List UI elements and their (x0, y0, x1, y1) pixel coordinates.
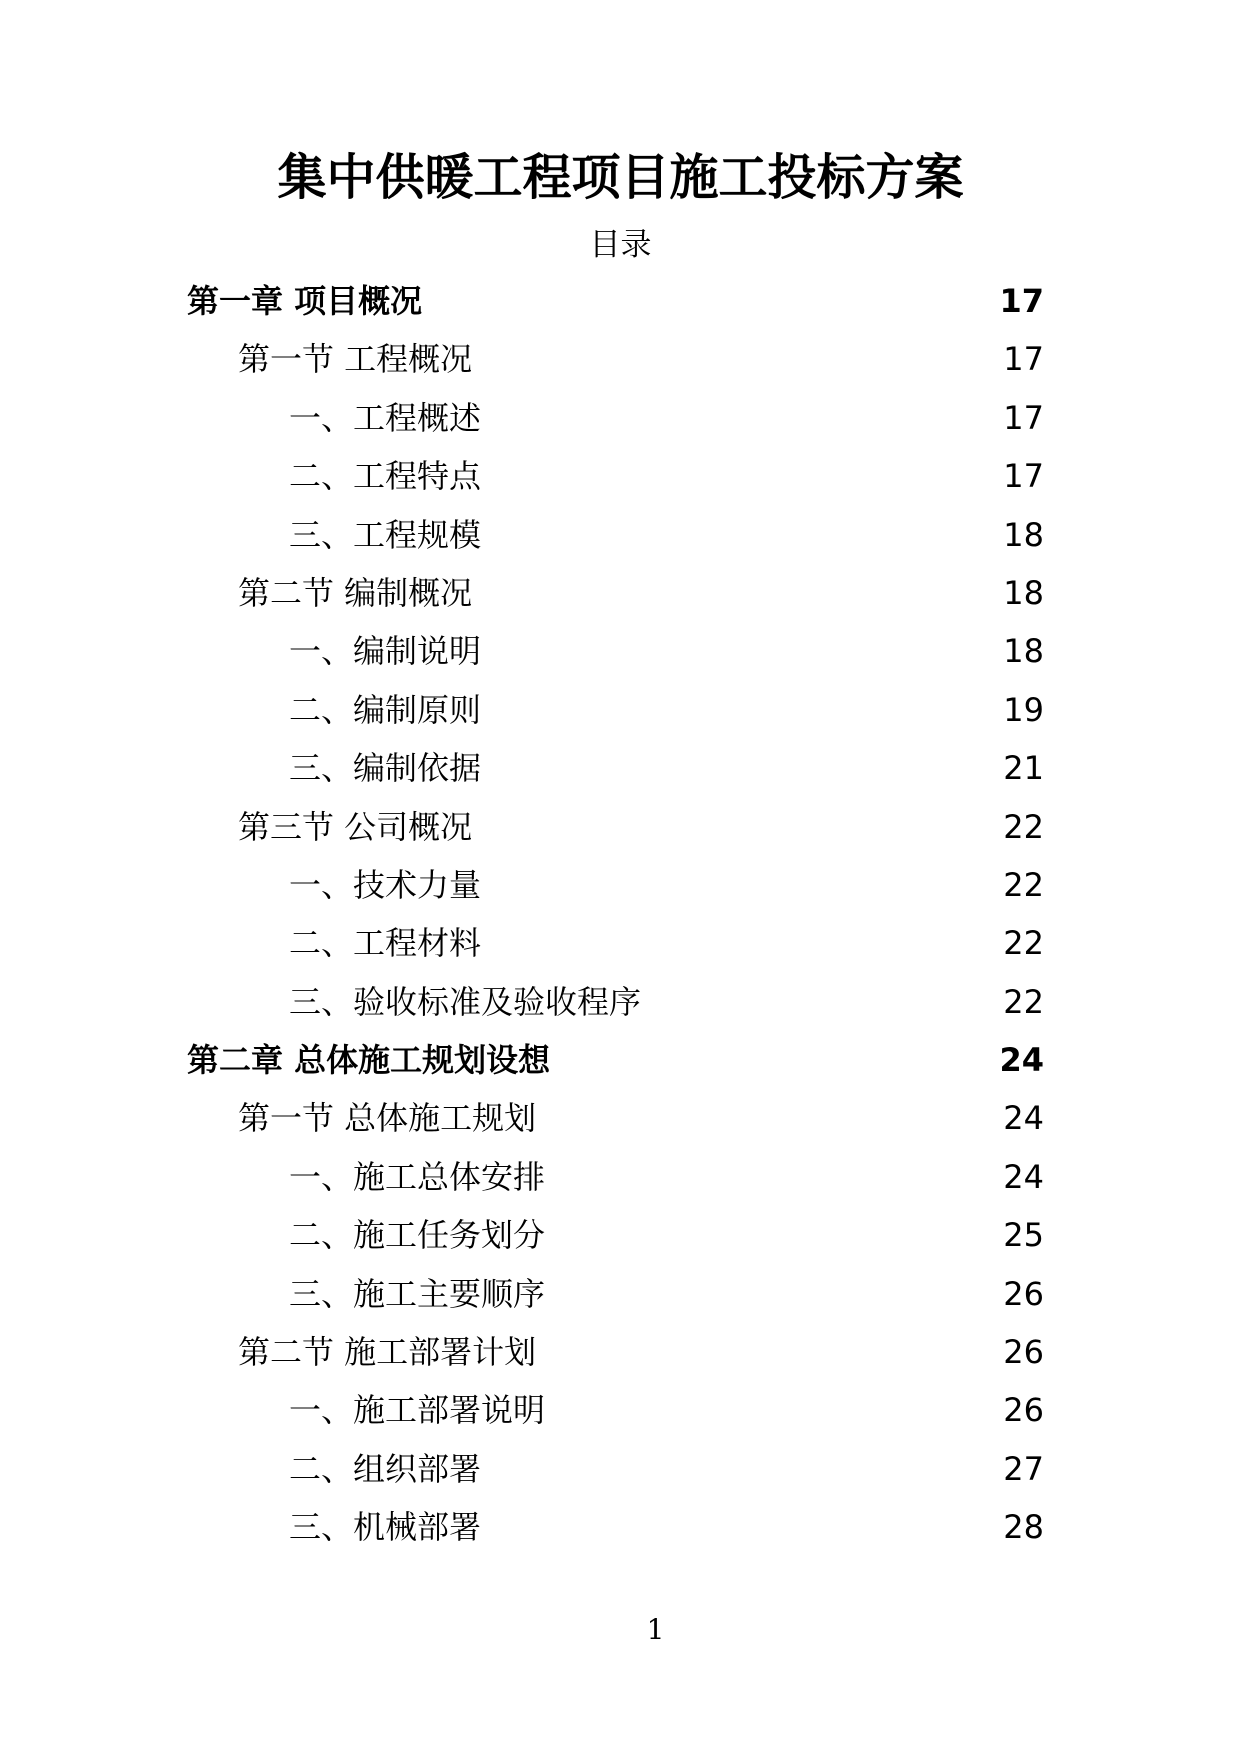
page-number: 1 (646, 1613, 665, 1646)
toc-entry-label: 第二章 总体施工规划设想 (187, 1041, 551, 1080)
toc-section-entry[interactable] (0, 1332, 1241, 1390)
toc-entry-page: 27 (1003, 1449, 1044, 1488)
toc-entry-label: 第二节 施工部署计划 (238, 1333, 537, 1372)
toc-subsection-entry[interactable] (0, 1157, 1241, 1215)
toc-subsection-entry[interactable] (0, 456, 1241, 514)
toc-entry-label: 一、编制说明 (289, 632, 482, 671)
toc-entry-page: 18 (1003, 515, 1044, 554)
toc-entry-label: 一、技术力量 (289, 865, 482, 904)
toc-entry-page: 21 (1003, 749, 1044, 788)
toc-entry-page: 25 (1003, 1216, 1044, 1255)
toc-entry-page: 24 (1003, 1099, 1044, 1138)
toc-section-entry[interactable] (0, 339, 1241, 397)
toc-entry-label: 二、组织部署 (289, 1449, 482, 1488)
toc-entry-label: 三、机械部署 (289, 1508, 482, 1547)
toc-subsection-entry[interactable] (0, 1449, 1241, 1507)
toc-entry-page: 22 (1003, 865, 1044, 904)
toc-subsection-entry[interactable] (0, 1507, 1241, 1565)
toc-entry-page: 26 (1003, 1274, 1044, 1313)
toc-entry-label: 一、施工部署说明 (289, 1391, 546, 1430)
toc-entry-page: 17 (999, 282, 1044, 320)
toc-subsection-entry[interactable] (0, 923, 1241, 981)
toc-entry-page: 18 (1003, 573, 1044, 612)
toc-entry-page: 24 (1003, 1157, 1044, 1196)
toc-entry-page: 22 (1003, 982, 1044, 1021)
toc-entry-label: 二、工程特点 (289, 457, 482, 496)
toc-entry-page: 24 (999, 1041, 1044, 1080)
table-of-contents (0, 281, 1241, 1566)
toc-subsection-entry[interactable] (0, 515, 1241, 573)
toc-entry-label: 第二节 编制概况 (238, 573, 473, 612)
toc-subsection-entry[interactable] (0, 1215, 1241, 1273)
toc-subsection-entry[interactable] (0, 1274, 1241, 1332)
toc-subsection-entry[interactable] (0, 982, 1241, 1040)
toc-entry-page: 17 (1003, 340, 1044, 379)
toc-chapter-entry[interactable] (0, 1040, 1241, 1098)
toc-entry-label: 第一节 总体施工规划 (238, 1099, 537, 1138)
toc-entry-page: 22 (1003, 924, 1044, 963)
toc-entry-label: 三、施工主要顺序 (289, 1274, 546, 1313)
toc-entry-page: 17 (1003, 398, 1044, 437)
toc-entry-page: 18 (1003, 632, 1044, 671)
toc-subsection-entry[interactable] (0, 1390, 1241, 1448)
toc-subsection-entry[interactable] (0, 690, 1241, 748)
toc-entry-label: 三、编制依据 (289, 749, 482, 788)
toc-entry-label: 第三节 公司概况 (238, 807, 473, 846)
toc-subsection-entry[interactable] (0, 631, 1241, 689)
toc-section-entry[interactable] (0, 1098, 1241, 1156)
toc-entry-page: 22 (1003, 807, 1044, 846)
toc-entry-label: 一、工程概述 (289, 398, 482, 437)
toc-entry-label: 一、施工总体安排 (289, 1157, 546, 1196)
toc-subsection-entry[interactable] (0, 748, 1241, 806)
toc-section-entry[interactable] (0, 573, 1241, 631)
toc-entry-label: 三、工程规模 (289, 515, 482, 554)
toc-entry-label: 二、编制原则 (289, 690, 482, 729)
document-title: 集中供暖工程项目施工投标方案 (277, 149, 964, 206)
toc-subsection-entry[interactable] (0, 865, 1241, 923)
toc-entry-label: 二、施工任务划分 (289, 1216, 546, 1255)
toc-entry-label: 第一章 项目概况 (187, 282, 423, 320)
toc-entry-page: 19 (1003, 690, 1044, 729)
toc-heading: 目录 (589, 227, 652, 263)
toc-entry-label: 第一节 工程概况 (238, 340, 473, 379)
toc-entry-page: 28 (1003, 1508, 1044, 1547)
toc-section-entry[interactable] (0, 807, 1241, 865)
toc-subsection-entry[interactable] (0, 398, 1241, 456)
toc-chapter-entry[interactable] (0, 281, 1241, 339)
toc-entry-label: 二、工程材料 (289, 924, 482, 963)
toc-entry-label: 三、验收标准及验收程序 (289, 982, 642, 1021)
toc-entry-page: 26 (1003, 1333, 1044, 1372)
toc-entry-page: 26 (1003, 1391, 1044, 1430)
toc-entry-page: 17 (1003, 457, 1044, 496)
